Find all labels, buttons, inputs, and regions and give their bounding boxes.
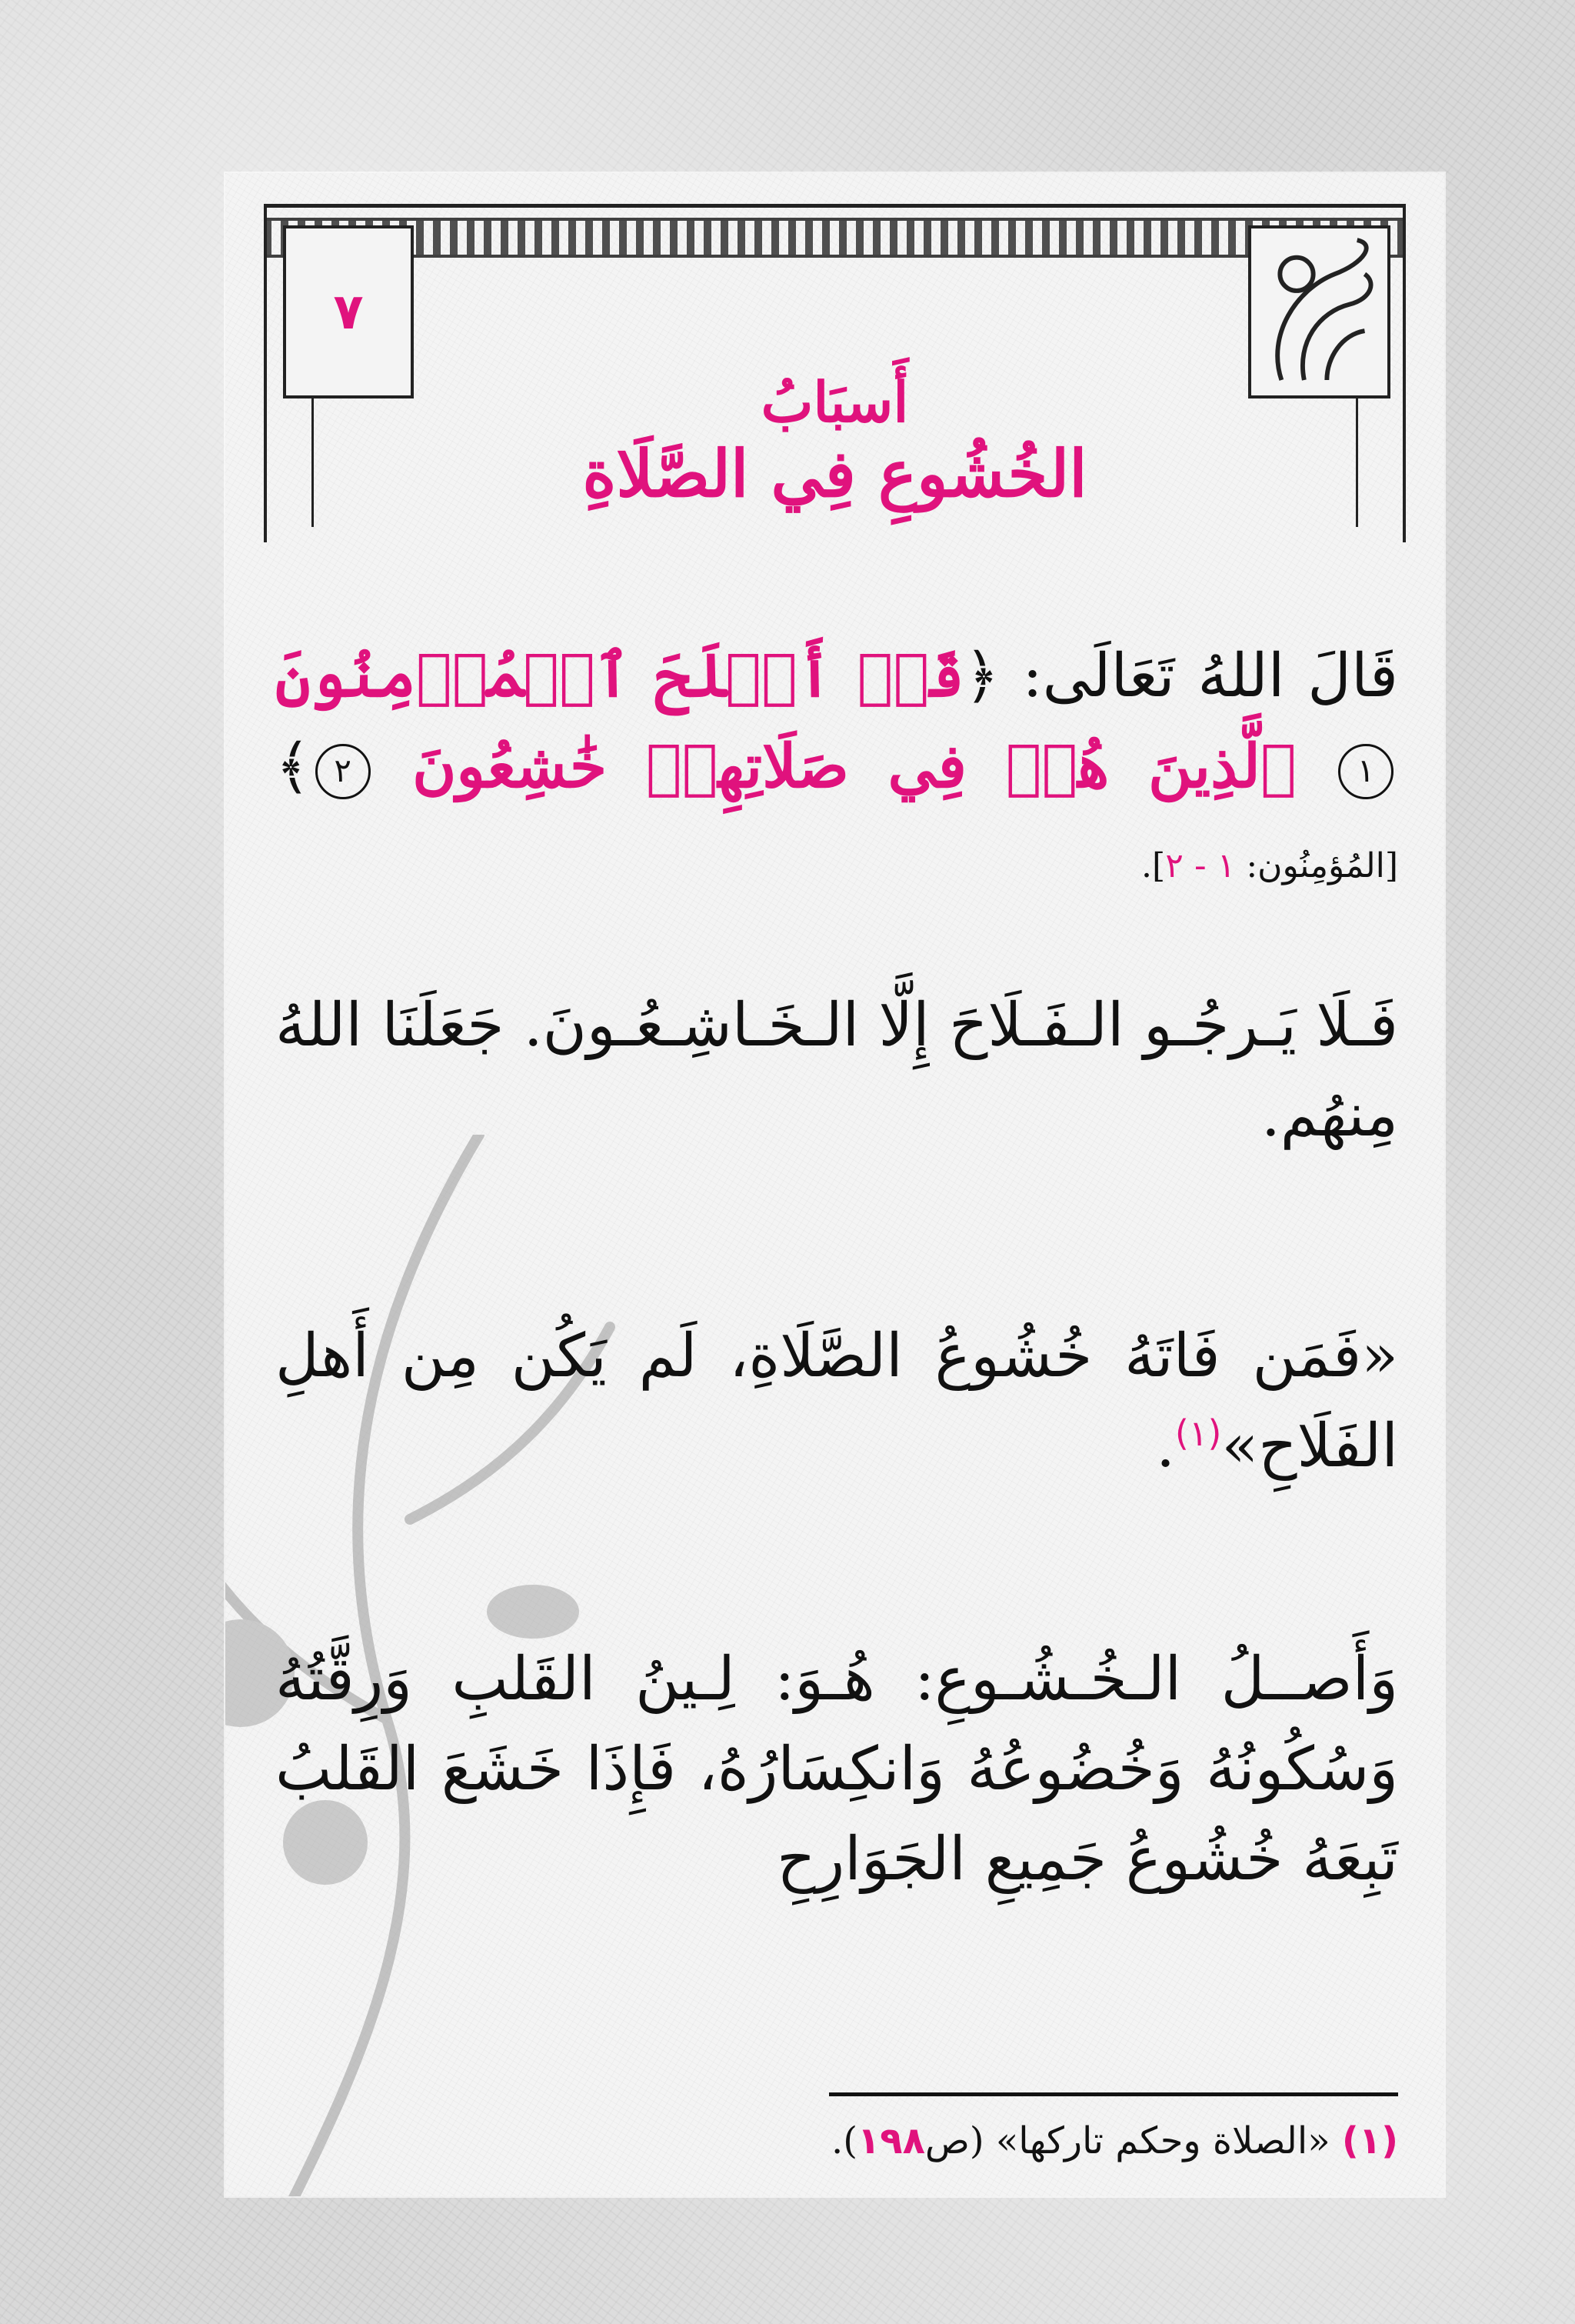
quran-text-1: قَدۡ أَفۡلَحَ ٱلۡمُؤۡمِنُونَ — [275, 641, 964, 711]
title-line-1: أَسبَابُ — [761, 369, 909, 435]
frame-top-line — [264, 204, 1406, 208]
book-page — [225, 173, 1444, 2196]
quote-end: . — [1156, 1412, 1175, 1481]
footnote-divider — [829, 2092, 1398, 2096]
chapter-title — [225, 369, 1444, 513]
ayah-marker-2: ٢ — [315, 744, 371, 799]
title-line-2: الخُشُوعِ فِي الصَّلَاةِ — [582, 435, 1087, 512]
ayah-marker-1: ١ — [1338, 744, 1394, 799]
verse-reference: [المُؤمِنُون: ١ - ٢]. — [1141, 846, 1398, 885]
paragraph-3: وَأَصــلُ الـخُـشُـوعِ: هُـوَ: لِـينُ القَلبِ وَرِقَّتُهُ وَسُكُونُهُ وَخُضُوعُهُ وَانكِسَارُهُ، فَإِذَا خَشَعَ القَلبُ تَبِعَهُ خُشُوعُ جَمِيعِ الجَوَارِحِ — [275, 1645, 1398, 1894]
footnote-text-end: ). — [831, 2119, 857, 2162]
footnote-page: ١٩٨ — [857, 2119, 925, 2162]
verse-paragraph — [275, 631, 1398, 902]
footnote-marker[interactable]: (١) — [1174, 1412, 1222, 1454]
quote-text: «فَمَن فَاتَهُ خُشُوعُ الصَّلَاةِ، لَم يَكُن مِن أَهلِ الفَلَاحِ» — [275, 1322, 1398, 1481]
footnote-number: (١) — [1341, 2119, 1398, 2162]
page-number: ٧ — [283, 225, 414, 398]
quran-text-2: ٱلَّذِينَ هُمۡ فِي صَلَاتِهِمۡ خَٰشِعُونَ — [412, 732, 1297, 802]
footnote — [271, 2119, 1398, 2162]
frame-ornament-band — [264, 218, 1406, 258]
verse-close: ﴾ — [275, 732, 311, 802]
verse-intro: قَالَ اللهُ تَعَالَى: ﴿ — [964, 642, 1398, 711]
paragraph-1: فَـلَا يَـرجُـو الـفَـلَاحَ إِلَّا الـخَـاشِـعُـونَ. جَعَلَنَا اللهُ مِنهُم. — [275, 991, 1398, 1150]
paragraph-2 — [275, 1312, 1398, 1492]
footnote-text: «الصلاة وحكم تاركها» (ص — [924, 2119, 1342, 2162]
